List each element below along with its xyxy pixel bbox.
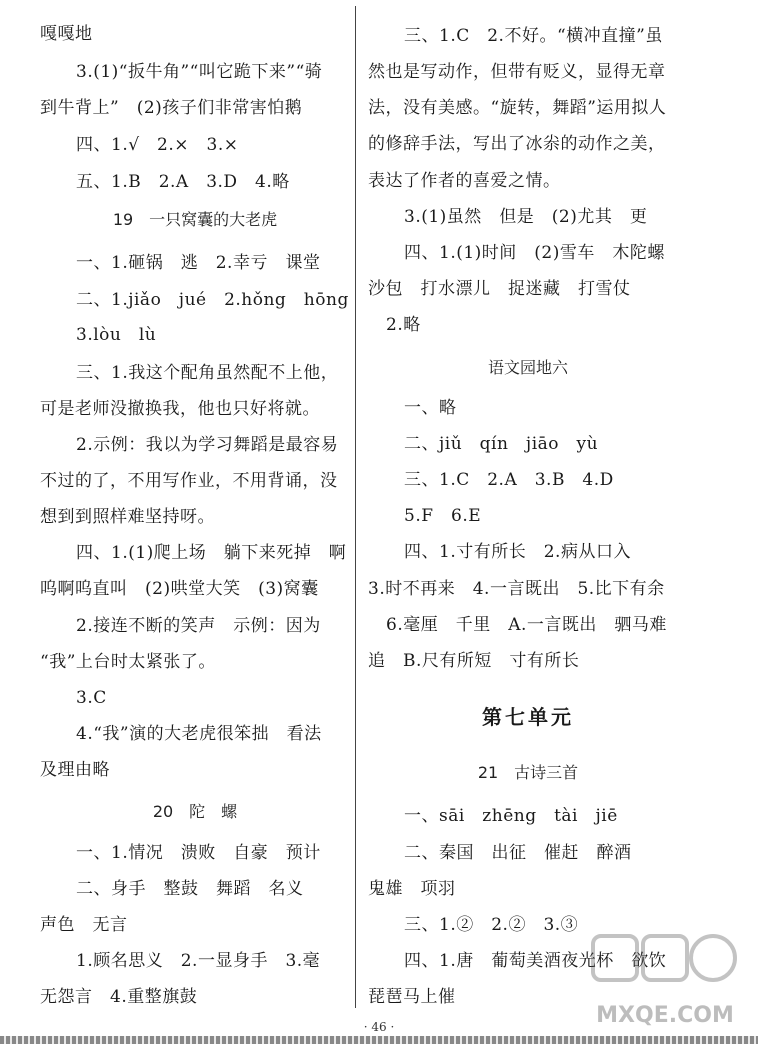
answer-line: 呜啊呜直叫 (2)哄堂大笑 (3)窝囊: [40, 579, 319, 599]
answer-line: 3.(1)“扳牛角”“叫它跪下来”“骑: [76, 62, 323, 82]
answer-line: 可是老师没撤换我，他也只好将就。: [40, 399, 320, 419]
answer-line: 一、1.砸锅 逃 2.幸亏 课堂: [76, 253, 321, 273]
answer-line: 然也是写动作，但带有贬义，显得无章: [368, 62, 666, 82]
answer-line: 3.(1)虽然 但是 (2)尤其 更: [404, 207, 648, 227]
answer-line: 声色 无言: [40, 915, 128, 935]
answer-line: 四、1.(1)爬上场 躺下来死掉 啊: [76, 543, 347, 563]
answer-line: 3.时不再来 4.一言既出 5.比下有余: [368, 579, 665, 599]
section-title-19: 19 一只窝囊的大老虎: [112, 210, 278, 229]
answer-line: 及理由略: [40, 760, 110, 780]
answer-line: 不过的了，不用写作业，不用背诵，没: [40, 471, 338, 491]
answer-line: 一、1.情况 溃败 自豪 预计: [76, 843, 321, 863]
column-divider: [355, 6, 356, 1008]
answer-line: 二、身手 整鼓 舞蹈 名义: [76, 879, 304, 899]
answer-line: 鬼雄 项羽: [368, 879, 456, 899]
answer-line: 嘎嘎地: [40, 24, 93, 44]
answer-line: 四、1.寸有所长 2.病从口入: [404, 542, 631, 562]
answer-line: 追 B.尺有所短 寸有所长: [368, 651, 580, 671]
answer-line: 三、1.我这个配角虽然配不上他，: [76, 363, 339, 383]
answer-line: 6.毫厘 千里 A.一言既出 驷马难: [386, 615, 667, 635]
answer-line: 无怨言 4.重整旗鼓: [40, 987, 198, 1007]
answer-line: 2.接连不断的笑声 示例：因为: [76, 616, 321, 636]
answer-line: 法，没有美感。“旋转，舞蹈”运用拟人: [368, 98, 667, 118]
answer-line: 二、1.jiǎo jué 2.hǒng hōng: [76, 290, 349, 310]
answer-line: 二、秦国 出征 催赶 醉酒: [404, 843, 632, 863]
answer-line: 琵琶马上催: [368, 987, 456, 1007]
answer-line: 三、1.C 2.不好。“横冲直撞”虽: [404, 26, 663, 46]
answer-line: 沙包 打水漂儿 捉迷藏 打雪仗: [368, 279, 631, 299]
answer-line: 2.示例：我以为学习舞蹈是最容易: [76, 435, 339, 455]
answer-line: 四、1.(1)时间 (2)雪车 木陀螺: [404, 243, 665, 263]
answer-line: 想到到照样难坚持呀。: [40, 507, 215, 527]
watermark-text: MXQE.COM: [596, 1003, 734, 1028]
answer-line: 3.lòu lù: [76, 325, 157, 345]
page-number: · 46 ·: [363, 1020, 395, 1034]
answer-line: 5.F 6.E: [404, 506, 482, 526]
answer-line: 四、1.√ 2.× 3.×: [76, 135, 239, 155]
answer-line: 表达了作者的喜爱之情。: [368, 171, 561, 191]
answer-line: 4.“我”演的大老虎很笨拙 看法: [76, 724, 322, 744]
answer-line: 五、1.B 2.A 3.D 4.略: [76, 172, 290, 192]
answer-line: 的修辞手法，写出了冰尜的动作之美，: [368, 134, 666, 154]
answer-line: “我”上台时太紧张了。: [40, 652, 216, 672]
answer-line: 三、1.C 2.A 3.B 4.D: [404, 470, 614, 490]
bottom-edge-bar: [0, 1036, 758, 1044]
answer-line: 到牛背上” (2)孩子们非常害怕鹅: [40, 98, 303, 118]
section-title-21: 21 古诗三首: [477, 763, 579, 782]
unit-title: 第七单元: [482, 705, 574, 729]
answer-line: 一、sāi zhēng tài jiē: [404, 806, 618, 826]
answer-line: 三、1.② 2.② 3.③: [404, 915, 579, 935]
answer-line: 二、jiǔ qín jiāo yù: [404, 434, 599, 454]
section-title-20: 20 陀 螺: [152, 802, 238, 821]
answer-line: 四、1.唐 葡萄美酒夜光杯 欲饮: [404, 951, 667, 971]
section-title-yuwen-yuandi: 语文园地六: [487, 358, 568, 377]
answer-line: 2.略: [386, 315, 421, 335]
answer-line: 1.顾名思义 2.一显身手 3.毫: [76, 951, 321, 971]
answer-line: 一、略: [404, 398, 457, 418]
answer-line: 3.C: [76, 688, 107, 708]
